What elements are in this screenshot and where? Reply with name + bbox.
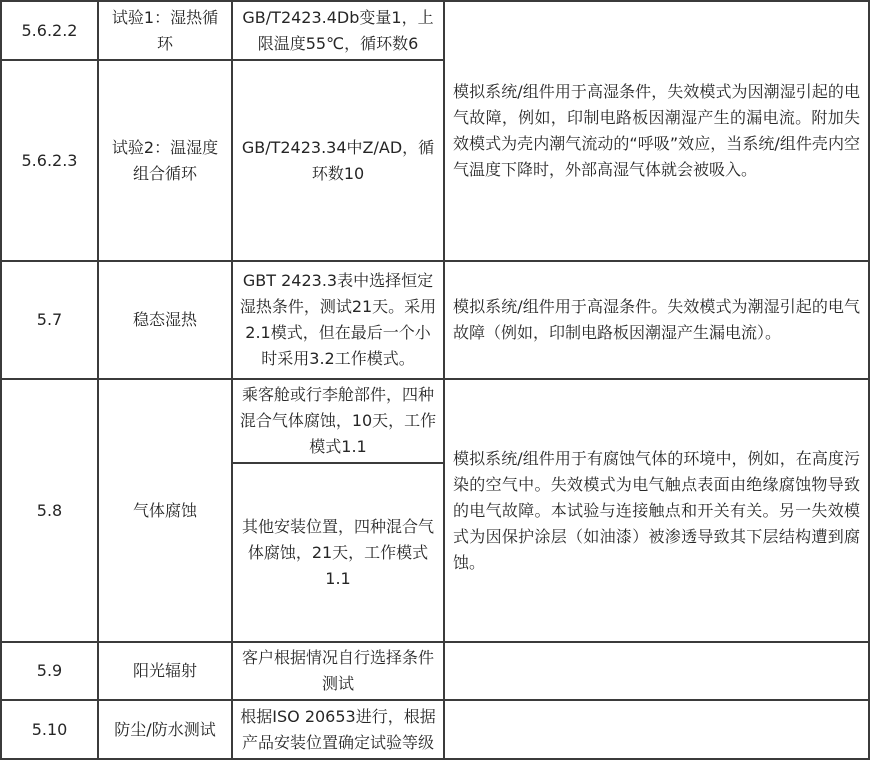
clause-cell: 5.10 bbox=[1, 700, 98, 759]
clause-cell: 5.7 bbox=[1, 261, 98, 379]
condition-cell: 根据ISO 20653进行，根据产品安装位置确定试验等级 bbox=[232, 700, 444, 759]
table-row-5-7 bbox=[1, 261, 869, 379]
table-row-5-6-2-2 bbox=[1, 1, 869, 60]
condition-cell-other-location: 其他安装位置，四种混合气体腐蚀，21天，工作模式1.1 bbox=[232, 463, 444, 642]
test-name-cell: 防尘/防水测试 bbox=[98, 700, 232, 759]
description-cell-empty bbox=[444, 700, 869, 759]
test-name-cell: 阳光辐射 bbox=[98, 642, 232, 700]
condition-cell: 客户根据情况自行选择条件测试 bbox=[232, 642, 444, 700]
condition-cell-cabin: 乘客舱或行李舱部件，四种混合气体腐蚀，10天，工作模式1.1 bbox=[232, 379, 444, 463]
clause-cell: 5.6.2.3 bbox=[1, 60, 98, 261]
clause-cell: 5.6.2.2 bbox=[1, 1, 98, 60]
table-row-5-9 bbox=[1, 642, 869, 700]
test-name-cell: 气体腐蚀 bbox=[98, 379, 232, 642]
condition-cell: GB/T2423.4Db变量1，上限温度55℃，循环数6 bbox=[232, 1, 444, 60]
clause-cell: 5.9 bbox=[1, 642, 98, 700]
test-name-cell: 试验2：温湿度组合循环 bbox=[98, 60, 232, 261]
test-name-cell: 试验1：湿热循环 bbox=[98, 1, 232, 60]
table-row-5-10 bbox=[1, 700, 869, 759]
test-name-cell: 稳态湿热 bbox=[98, 261, 232, 379]
table-row-5-8 bbox=[1, 379, 869, 463]
condition-cell: GBT 2423.3表中选择恒定湿热条件，测试21天。采用2.1模式，但在最后一个小时采用3.2工作模式。 bbox=[232, 261, 444, 379]
clause-cell: 5.8 bbox=[1, 379, 98, 642]
description-cell-humidity-cyclic: 模拟系统/组件用于高湿条件，失效模式为因潮湿引起的电气故障，例如，印制电路板因潮湿产生的漏电流。附加失效模式为壳内潮气流动的“呼吸”效应，当系统/组件壳内空气温度下降时，外部高湿气体就会被吸入。 bbox=[444, 1, 869, 261]
description-cell-gas-corrosion: 模拟系统/组件用于有腐蚀气体的环境中，例如，在高度污染的空气中。失效模式为电气触点表面由绝缘腐蚀物导致的电气故障。本试验与连接触点和开关有关。另一失效模式为因保护涂层（如油漆）被渗透导致其下层结构遭到腐蚀。 bbox=[444, 379, 869, 642]
description-cell-steady-humidity: 模拟系统/组件用于高湿条件。失效模式为潮湿引起的电气故障（例如，印制电路板因潮湿产生漏电流）。 bbox=[444, 261, 869, 379]
condition-cell: GB/T2423.34中Z/AD，循环数10 bbox=[232, 60, 444, 261]
description-cell-empty bbox=[444, 642, 869, 700]
